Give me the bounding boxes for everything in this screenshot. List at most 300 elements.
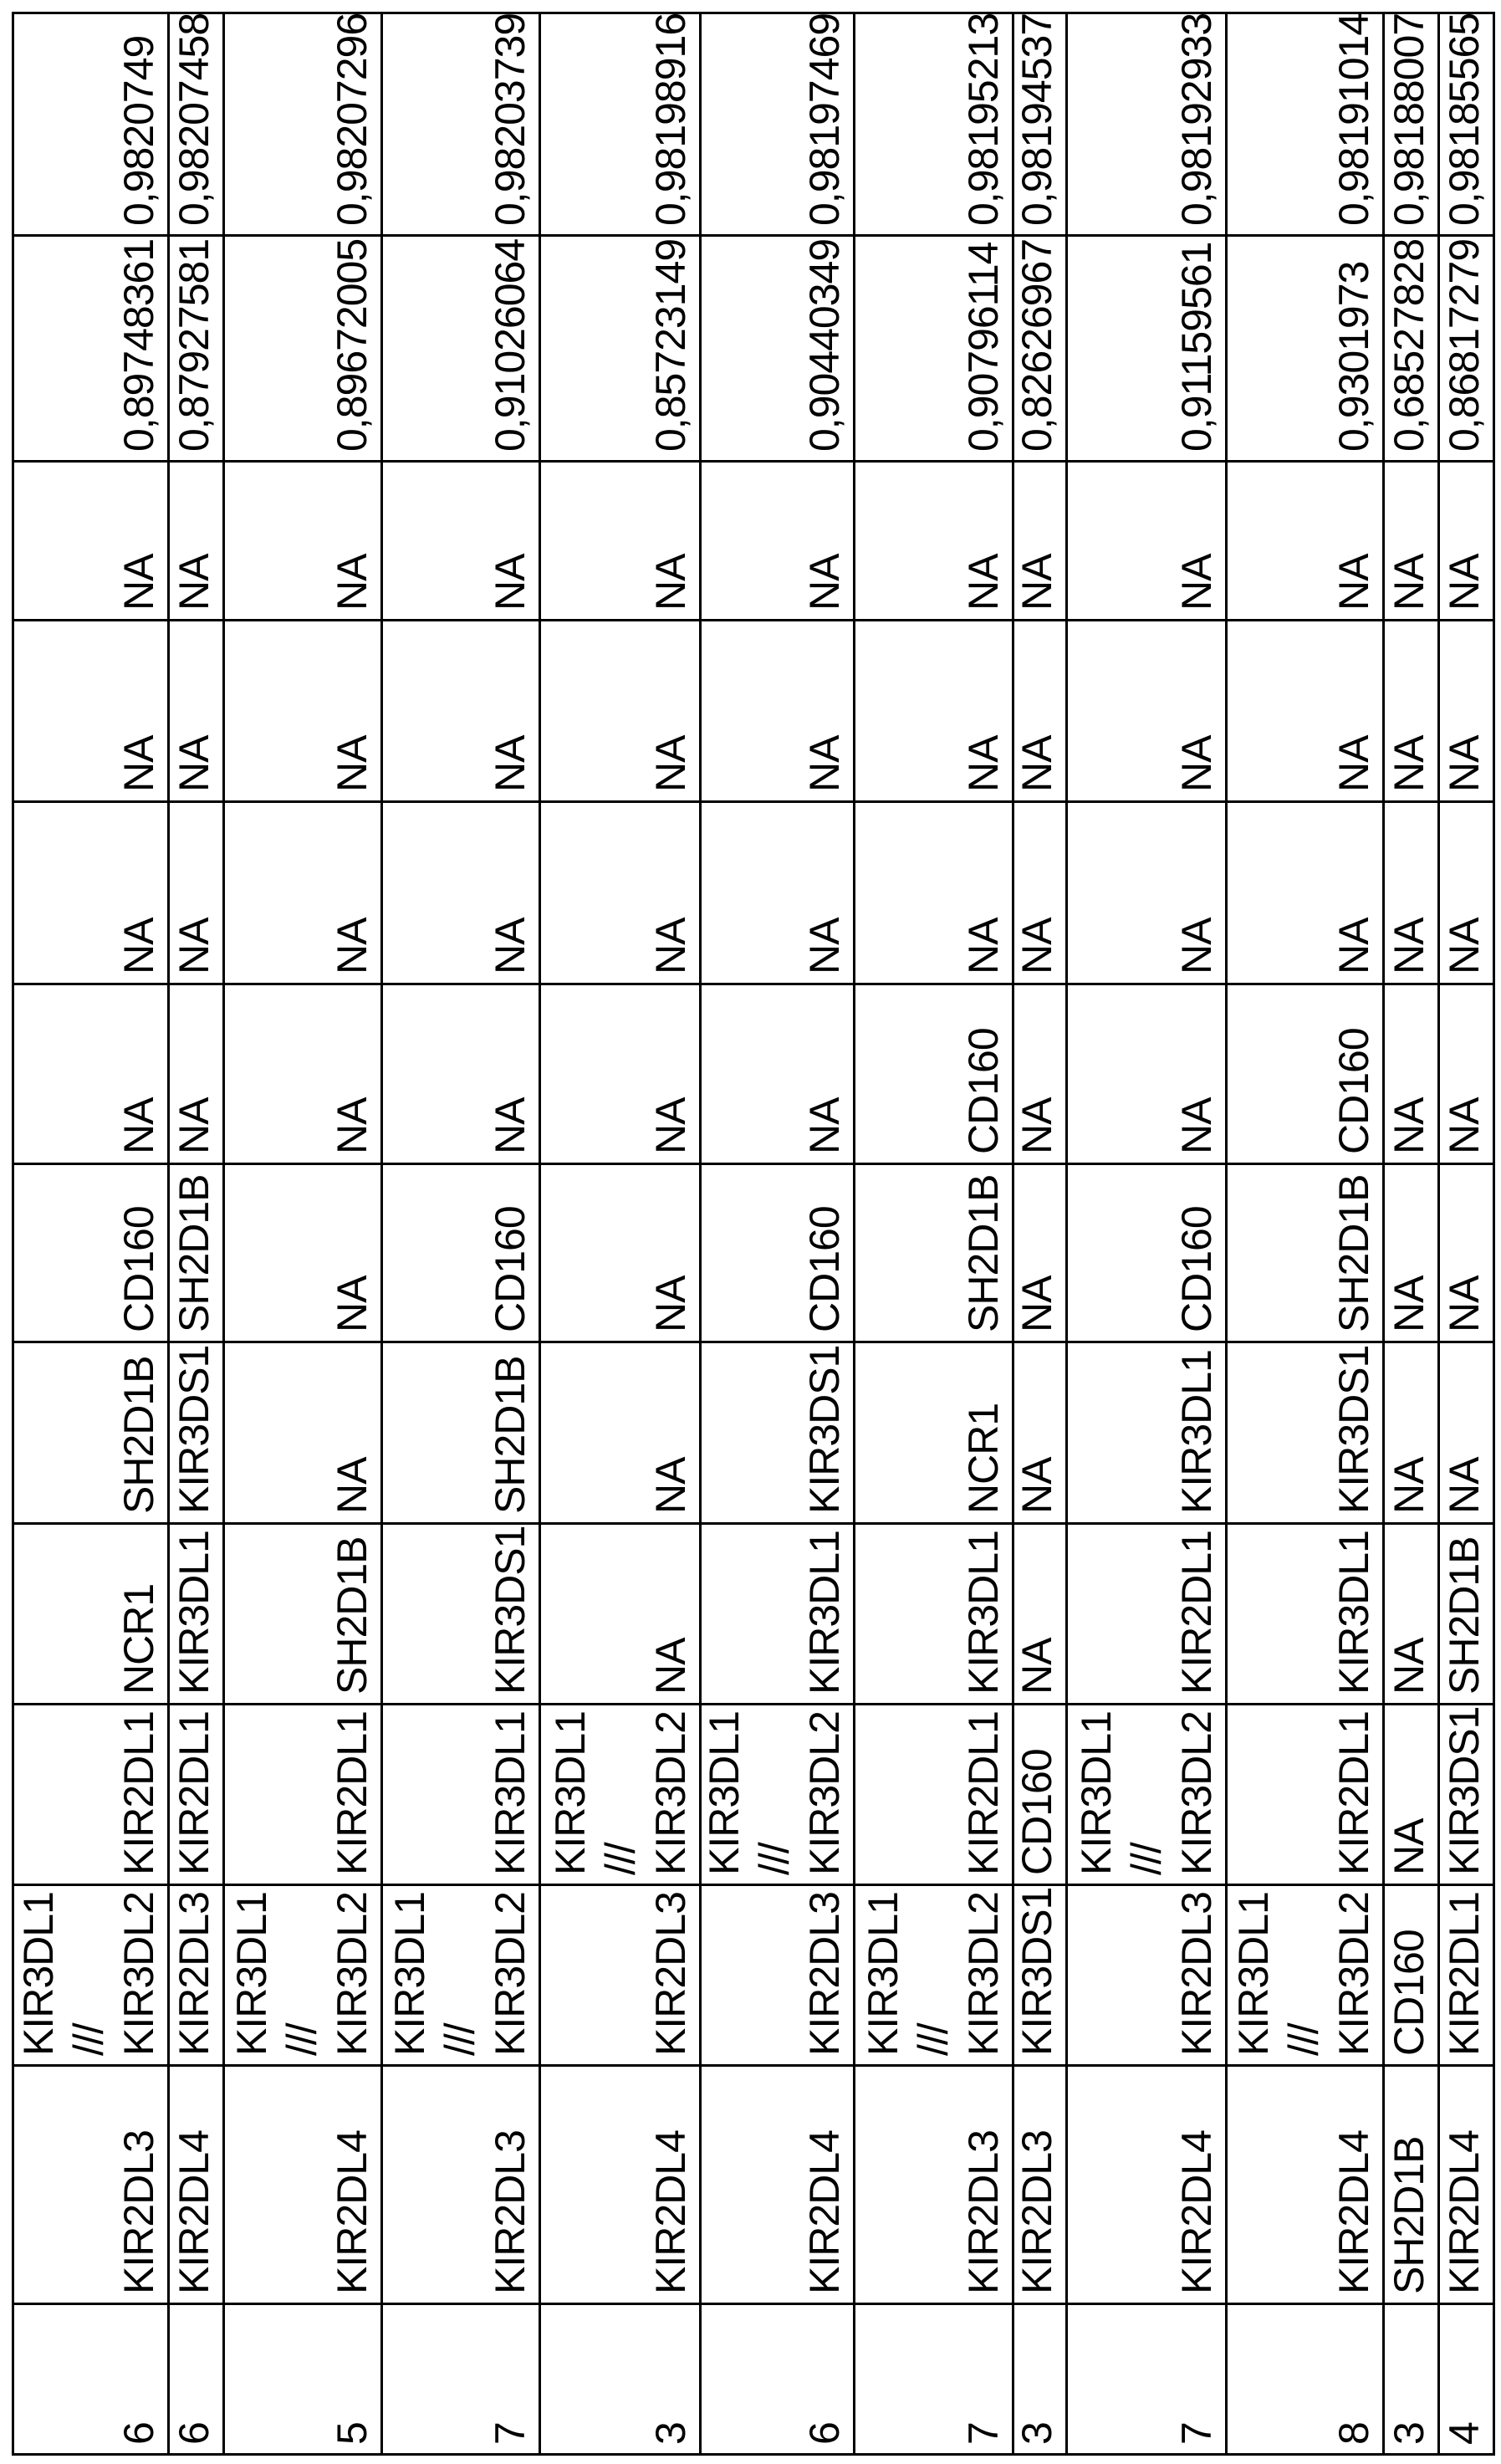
- rotated-cell-text: 0,68527828: [1386, 238, 1432, 452]
- table-cell: [1068, 1525, 1228, 1705]
- table-cell: [1014, 463, 1068, 621]
- table-cell: [1385, 1705, 1440, 1886]
- table-cell: [383, 2305, 541, 2453]
- table-cell: [1385, 237, 1440, 463]
- table-cell: [14, 803, 170, 985]
- table-cell: [1068, 1165, 1228, 1343]
- table-cell: [702, 985, 855, 1165]
- table-cell: [702, 1525, 855, 1705]
- rotated-cell-text: KIR3DL1 /// KIR3DL2: [860, 1892, 1007, 2056]
- rotated-cell-text: 6: [115, 2422, 162, 2445]
- table-cell: [1385, 2067, 1440, 2305]
- rotated-cell-text: KIR3DL1: [801, 1531, 848, 1695]
- table-cell: [1385, 1886, 1440, 2067]
- table-cell: [1228, 803, 1385, 985]
- rotated-cell-text: NA: [1441, 1275, 1488, 1332]
- table-cell: [225, 2067, 383, 2305]
- table-cell: [225, 463, 383, 621]
- table-cell: [1068, 1886, 1228, 2067]
- rotated-cell-text: NA: [329, 1275, 375, 1332]
- rotated-cell-text: 0,90440349: [801, 238, 848, 452]
- table-cell: [383, 985, 541, 1165]
- rotated-cell-text: NA: [171, 918, 217, 974]
- rotated-cell-text: SH2D1B: [960, 1174, 1007, 1332]
- rotated-cell-text: 6: [801, 2422, 848, 2445]
- table-cell: [170, 1525, 225, 1705]
- table-cell: [1014, 621, 1068, 803]
- table-cell: [1068, 14, 1228, 237]
- table-cell: [1068, 985, 1228, 1165]
- rotated-cell-text: KIR2DL3: [801, 1892, 848, 2056]
- table-cell: [855, 1886, 1014, 2067]
- rotated-cell-text: 0,91159561: [1173, 242, 1220, 452]
- table-cell: [1228, 621, 1385, 803]
- table-cell: [702, 1343, 855, 1525]
- rotated-cell-text: KIR3DL1 /// KIR3DL2: [1230, 1892, 1377, 2056]
- rotated-cell-text: CD160: [1013, 1749, 1060, 1875]
- rotated-cell-text: 0,89672005: [329, 238, 375, 452]
- rotated-cell-text: NA: [1330, 554, 1377, 611]
- rotated-cell-text: KIR3DL1: [487, 1711, 534, 1875]
- table-cell: [14, 621, 170, 803]
- table-cell: [383, 14, 541, 237]
- table-cell: [1014, 803, 1068, 985]
- rotated-cell-text: NA: [1013, 1457, 1060, 1514]
- rotated-cell-text: 0,86817279: [1441, 238, 1488, 452]
- rotated-cell-text: KIR3DL1 /// KIR3DL2: [15, 1892, 162, 2056]
- table-cell: [14, 985, 170, 1165]
- table-cell: [1228, 14, 1385, 237]
- table-cell: [14, 1705, 170, 1886]
- rotated-cell-text: KIR2DL4: [801, 2130, 848, 2294]
- rotated-cell-text: KIR3DL1 /// KIR3DL2: [1073, 1711, 1220, 1875]
- rotated-cell-text: NA: [647, 1638, 694, 1695]
- rotated-cell-text: 0,98207296: [329, 13, 375, 226]
- rotated-cell-text: NA: [171, 735, 217, 792]
- table-cell: [1228, 1165, 1385, 1343]
- rotated-cell-text: KIR2DL1: [171, 1711, 217, 1875]
- rotated-cell-text: 0,9820749: [115, 35, 162, 226]
- rotated-cell-text: 0,98197469: [801, 13, 848, 226]
- rotated-cell-text: NA: [1013, 1275, 1060, 1332]
- rotated-cell-text: NA: [1013, 735, 1060, 792]
- rotated-cell-text: 0,98188007: [1386, 13, 1432, 226]
- table-cell: [1068, 463, 1228, 621]
- table-cell: [1014, 1343, 1068, 1525]
- rotated-cell-text: 0,82626967: [1013, 238, 1060, 452]
- table-cell: [1440, 237, 1493, 463]
- table-cell: [1440, 1343, 1493, 1525]
- table-cell: [1228, 237, 1385, 463]
- table-cell: [855, 985, 1014, 1165]
- rotated-cell-text: KIR2DL1: [115, 1711, 162, 1875]
- rotated-cell-text: KIR3DS1: [1013, 1887, 1060, 2056]
- rotated-cell-text: NA: [1386, 1818, 1432, 1875]
- table-cell: [702, 463, 855, 621]
- table-cell: [1440, 621, 1493, 803]
- table-cell: [383, 237, 541, 463]
- rotated-cell-text: NA: [801, 735, 848, 792]
- table-cell: [1068, 1343, 1228, 1525]
- rotated-cell-text: NA: [647, 735, 694, 792]
- rotated-cell-text: NA: [1013, 554, 1060, 611]
- table-cell: [170, 1165, 225, 1343]
- rotated-cell-text: 0,98191014: [1330, 13, 1377, 226]
- rotated-cell-text: NA: [1441, 1097, 1488, 1154]
- rotated-cell-text: NA: [329, 735, 375, 792]
- table-cell: [1385, 985, 1440, 1165]
- table-cell: [1014, 1525, 1068, 1705]
- table-cell: [1014, 237, 1068, 463]
- table-cell: [541, 463, 702, 621]
- table-cell: [541, 985, 702, 1165]
- table-cell: [1014, 1705, 1068, 1886]
- table-cell: [170, 14, 225, 237]
- rotated-cell-text: NA: [801, 918, 848, 974]
- rotated-cell-text: SH2D1B: [487, 1356, 534, 1514]
- table-cell: [225, 1886, 383, 2067]
- rotated-cell-text: NA: [647, 554, 694, 611]
- table-cell: [1440, 1525, 1493, 1705]
- rotated-cell-text: KIR2DL1: [960, 1711, 1007, 1875]
- rotated-cell-text: KIR3DL1: [1330, 1531, 1377, 1695]
- rotated-cell-text: KIR2DL3: [647, 1892, 694, 2056]
- table-cell: [170, 803, 225, 985]
- table-cell: [383, 1165, 541, 1343]
- rotated-cell-text: NA: [329, 918, 375, 974]
- rotated-cell-text: SH2D1B: [1330, 1174, 1377, 1332]
- table-cell: [170, 463, 225, 621]
- rotated-cell-text: NA: [487, 918, 534, 974]
- rotated-cell-text: KIR3DS1: [487, 1526, 534, 1695]
- rotated-cell-text: SH2D1B: [1441, 1536, 1488, 1695]
- table-cell: [1440, 2305, 1493, 2453]
- rotated-cell-text: NA: [1441, 918, 1488, 974]
- rotated-cell-text: 0,87927581: [171, 238, 217, 452]
- table-cell: [14, 463, 170, 621]
- table-cell: [541, 1705, 702, 1886]
- table-cell: [1440, 463, 1493, 621]
- table-cell: [1014, 1886, 1068, 2067]
- table-cell: [225, 1343, 383, 1525]
- rotated-cell-text: NA: [1013, 1097, 1060, 1154]
- table-cell: [383, 463, 541, 621]
- table-cell: [225, 2305, 383, 2453]
- rotated-cell-text: 0,98192933: [1173, 13, 1220, 226]
- rotated-cell-text: NA: [115, 918, 162, 974]
- table-cell: [1385, 621, 1440, 803]
- table-cell: [14, 14, 170, 237]
- rotated-cell-text: NA: [1173, 918, 1220, 974]
- table-cell: [1440, 2067, 1493, 2305]
- rotated-cell-text: KIR2DL1: [1330, 1711, 1377, 1875]
- table-cell: [225, 14, 383, 237]
- table-cell: [702, 1886, 855, 2067]
- rotated-cell-text: KIR3DL1 /// KIR3DL2: [228, 1892, 375, 2056]
- table-cell: [1228, 1343, 1385, 1525]
- table-cell: [541, 1343, 702, 1525]
- rotated-cell-text: NA: [801, 554, 848, 611]
- rotated-cell-text: NA: [487, 735, 534, 792]
- table-cell: [225, 237, 383, 463]
- table-cell: [1385, 803, 1440, 985]
- rotated-cell-text: NA: [1330, 918, 1377, 974]
- rotated-cell-text: NA: [1386, 554, 1432, 611]
- table-cell: [855, 803, 1014, 985]
- table-cell: [383, 803, 541, 985]
- table-cell: [1068, 2305, 1228, 2453]
- rotated-cell-text: 3: [647, 2422, 694, 2445]
- table-cell: [1068, 621, 1228, 803]
- rotated-cell-text: NA: [1173, 735, 1220, 792]
- rotated-cell-text: KIR3DL1 /// KIR3DL2: [386, 1892, 534, 2056]
- table-cell: [14, 1886, 170, 2067]
- table-cell: [383, 2067, 541, 2305]
- table-cell: [1228, 1886, 1385, 2067]
- rotated-cell-text: CD160: [960, 1028, 1007, 1154]
- rotated-cell-text: CD160: [487, 1206, 534, 1332]
- table-cell: [14, 1525, 170, 1705]
- table-cell: [1440, 14, 1493, 237]
- table-cell: [170, 2067, 225, 2305]
- rotated-cell-text: KIR3DS1: [1441, 1706, 1488, 1875]
- table-cell: [225, 1165, 383, 1343]
- rotated-cell-text: KIR3DS1: [801, 1345, 848, 1514]
- table-cell: [170, 621, 225, 803]
- rotated-cell-text: NA: [1173, 1097, 1220, 1154]
- rotated-cell-text: KIR2DL4: [1173, 2130, 1220, 2294]
- table-cell: [14, 1343, 170, 1525]
- rotated-cell-text: NA: [647, 918, 694, 974]
- table-cell: [541, 237, 702, 463]
- rotated-cell-text: NA: [1386, 1275, 1432, 1332]
- rotated-cell-text: NA: [1013, 1638, 1060, 1695]
- rotated-cell-text: CD160: [801, 1206, 848, 1332]
- rotated-cell-text: NA: [329, 1097, 375, 1154]
- rotated-cell-text: NA: [1441, 735, 1488, 792]
- rotated-cell-text: NA: [647, 1097, 694, 1154]
- table-cell: [14, 237, 170, 463]
- rotated-cell-text: NA: [1386, 1638, 1432, 1695]
- table-cell: [1068, 803, 1228, 985]
- table-cell: [1440, 1165, 1493, 1343]
- rotated-cell-text: 7: [960, 2422, 1007, 2445]
- rotated-cell-text: KIR3DS1: [171, 1345, 217, 1514]
- table-cell: [1385, 1165, 1440, 1343]
- table-cell: [225, 621, 383, 803]
- rotated-cell-text: 7: [1173, 2422, 1220, 2445]
- table-cell: [1440, 1886, 1493, 2067]
- rotated-cell-text: CD160: [1386, 1930, 1432, 2056]
- rotated-cell-text: NCR1: [960, 1403, 1007, 1514]
- rotated-cell-text: 8: [1330, 2422, 1377, 2445]
- rotated-cell-text: NA: [960, 735, 1007, 792]
- rotated-cell-text: KIR2DL3: [487, 2130, 534, 2294]
- rotated-cell-text: NA: [647, 1275, 694, 1332]
- table-cell: [702, 237, 855, 463]
- table-cell: [541, 2305, 702, 2453]
- rotated-cell-text: 5: [329, 2422, 375, 2445]
- rotated-cell-text: 0,9301973: [1330, 261, 1377, 452]
- rotated-cell-text: KIR3DL1: [171, 1531, 217, 1695]
- table-cell: [1385, 1525, 1440, 1705]
- rotated-cell-text: KIR3DL1: [960, 1531, 1007, 1695]
- rotated-cell-text: NA: [1386, 1097, 1432, 1154]
- table-cell: [1068, 2067, 1228, 2305]
- rotated-cell-text: 0,98195213: [960, 13, 1007, 226]
- table-cell: [1228, 1705, 1385, 1886]
- table-cell: [541, 1886, 702, 2067]
- table-cell: [702, 803, 855, 985]
- table-cell: [1228, 2067, 1385, 2305]
- rotated-cell-text: KIR2DL3: [1013, 2130, 1060, 2294]
- rotated-cell-text: NA: [1386, 918, 1432, 974]
- rotated-cell-text: NA: [1013, 918, 1060, 974]
- table-cell: [855, 1705, 1014, 1886]
- table-cell: [1440, 985, 1493, 1165]
- rotated-cell-text: 3: [1013, 2422, 1060, 2445]
- table-cell: [383, 1343, 541, 1525]
- rotated-cell-text: NA: [647, 1457, 694, 1514]
- table-cell: [225, 985, 383, 1165]
- table-cell: [702, 1705, 855, 1886]
- table-cell: [541, 1525, 702, 1705]
- rotated-cell-text: NA: [487, 554, 534, 611]
- table-cell: [170, 237, 225, 463]
- table-cell: [1014, 1165, 1068, 1343]
- table-cell: [541, 803, 702, 985]
- table-cell: [702, 2305, 855, 2453]
- rotated-cell-text: 4: [1441, 2422, 1488, 2445]
- table-cell: [225, 1705, 383, 1886]
- rotated-cell-text: NA: [801, 1097, 848, 1154]
- rotated-cell-text: KIR2DL3: [115, 2130, 162, 2294]
- table-cell: [855, 237, 1014, 463]
- rotated-cell-text: KIR2DL3: [171, 1892, 217, 2056]
- table-cell: [702, 2067, 855, 2305]
- table-cell: [1228, 2305, 1385, 2453]
- table-cell: [383, 1886, 541, 2067]
- rotated-cell-text: NA: [487, 1097, 534, 1154]
- rotated-cell-text: KIR2DL1: [1441, 1892, 1488, 2056]
- rotated-cell-text: NA: [171, 1097, 217, 1154]
- table-cell: [14, 2067, 170, 2305]
- table-cell: [383, 1525, 541, 1705]
- rotated-cell-text: NA: [329, 554, 375, 611]
- table-cell: [14, 2305, 170, 2453]
- rotated-cell-text: 0,89748361: [115, 238, 162, 452]
- rotated-cell-text: SH2D1B: [329, 1536, 375, 1695]
- rotated-cell-text: NA: [115, 735, 162, 792]
- rotated-cell-text: NA: [329, 1457, 375, 1514]
- rotated-cell-text: KIR3DS1: [1330, 1345, 1377, 1514]
- rotated-cell-text: KIR2DL3: [1173, 1892, 1220, 2056]
- table-cell: [1228, 1525, 1385, 1705]
- rotated-cell-text: NA: [1441, 554, 1488, 611]
- table-cell: [855, 621, 1014, 803]
- table-cell: [225, 803, 383, 985]
- rotated-cell-text: NCR1: [115, 1583, 162, 1695]
- table-cell: [855, 2067, 1014, 2305]
- rotated-cell-text: NA: [1386, 735, 1432, 792]
- rotated-cell-text: 0,85723149: [647, 238, 694, 452]
- rotated-cell-text: NA: [1330, 735, 1377, 792]
- rotated-cell-text: NA: [171, 554, 217, 611]
- rotated-cell-text: CD160: [1173, 1206, 1220, 1332]
- rotated-cell-text: KIR2DL3: [960, 2130, 1007, 2294]
- table-cell: [1385, 2305, 1440, 2453]
- table-cell: [1228, 463, 1385, 621]
- table-cell: [1068, 1705, 1228, 1886]
- rotated-cell-text: 0,90796114: [960, 242, 1007, 452]
- rotated-cell-text: 0,91026064: [487, 238, 534, 452]
- rotated-cell-text: 0,98185565: [1441, 13, 1488, 226]
- rotated-cell-text: 0,98203739: [487, 13, 534, 226]
- rotated-cell-text: SH2D1B: [171, 1174, 217, 1332]
- rotated-cell-text: 3: [1386, 2422, 1432, 2445]
- table-cell: [14, 1165, 170, 1343]
- rotated-cell-text: 0,98194537: [1013, 13, 1060, 226]
- rotated-cell-text: KIR2DL1: [329, 1711, 375, 1875]
- table-cell: [1440, 1705, 1493, 1886]
- rotated-cell-text: SH2D1B: [1386, 2136, 1432, 2294]
- rotated-cell-text: NA: [960, 554, 1007, 611]
- rotated-cell-text: KIR2DL4: [647, 2130, 694, 2294]
- table-cell: [855, 463, 1014, 621]
- table-cell: [541, 1165, 702, 1343]
- rotated-cell-text: 0,98198916: [647, 13, 694, 226]
- table-cell: [541, 2067, 702, 2305]
- table-cell: [1014, 14, 1068, 237]
- rotated-cell-text: 0,98207458: [171, 13, 217, 226]
- rotated-cell-text: KIR3DL1 /// KIR3DL2: [701, 1711, 848, 1875]
- rotated-data-table: [12, 12, 1495, 2456]
- rotated-cell-text: NA: [115, 1097, 162, 1154]
- table-cell: [1385, 463, 1440, 621]
- rotated-cell-text: NA: [1173, 554, 1220, 611]
- table-cell: [225, 1525, 383, 1705]
- table-cell: [855, 1343, 1014, 1525]
- table-cell: [702, 14, 855, 237]
- table-cell: [1385, 14, 1440, 237]
- table-cell: [170, 2305, 225, 2453]
- rotated-cell-text: SH2D1B: [115, 1356, 162, 1514]
- table-cell: [855, 2305, 1014, 2453]
- rotated-cell-text: KIR2DL4: [329, 2130, 375, 2294]
- table-cell: [1014, 2067, 1068, 2305]
- rotated-cell-text: 6: [171, 2422, 217, 2445]
- table-cell: [702, 621, 855, 803]
- rotated-cell-text: NA: [1386, 1457, 1432, 1514]
- rotated-cell-text: KIR2DL4: [171, 2130, 217, 2294]
- rotated-cell-text: KIR2DL4: [1330, 2130, 1377, 2294]
- table-cell: [855, 14, 1014, 237]
- table-cell: [1014, 985, 1068, 1165]
- rotated-cell-text: KIR2DL4: [1441, 2130, 1488, 2294]
- table-cell: [702, 1165, 855, 1343]
- table-cell: [855, 1525, 1014, 1705]
- rotated-cell-text: NA: [960, 918, 1007, 974]
- rotated-cell-text: CD160: [115, 1206, 162, 1332]
- table-cell: [383, 1705, 541, 1886]
- table-cell: [1385, 1343, 1440, 1525]
- table-cell: [1068, 237, 1228, 463]
- rotated-cell-text: KIR3DL1 /// KIR3DL2: [547, 1711, 694, 1875]
- table-cell: [1440, 803, 1493, 985]
- table-cell: [1014, 2305, 1068, 2453]
- rotated-cell-text: 7: [487, 2422, 534, 2445]
- rotated-cell-text: CD160: [1330, 1028, 1377, 1154]
